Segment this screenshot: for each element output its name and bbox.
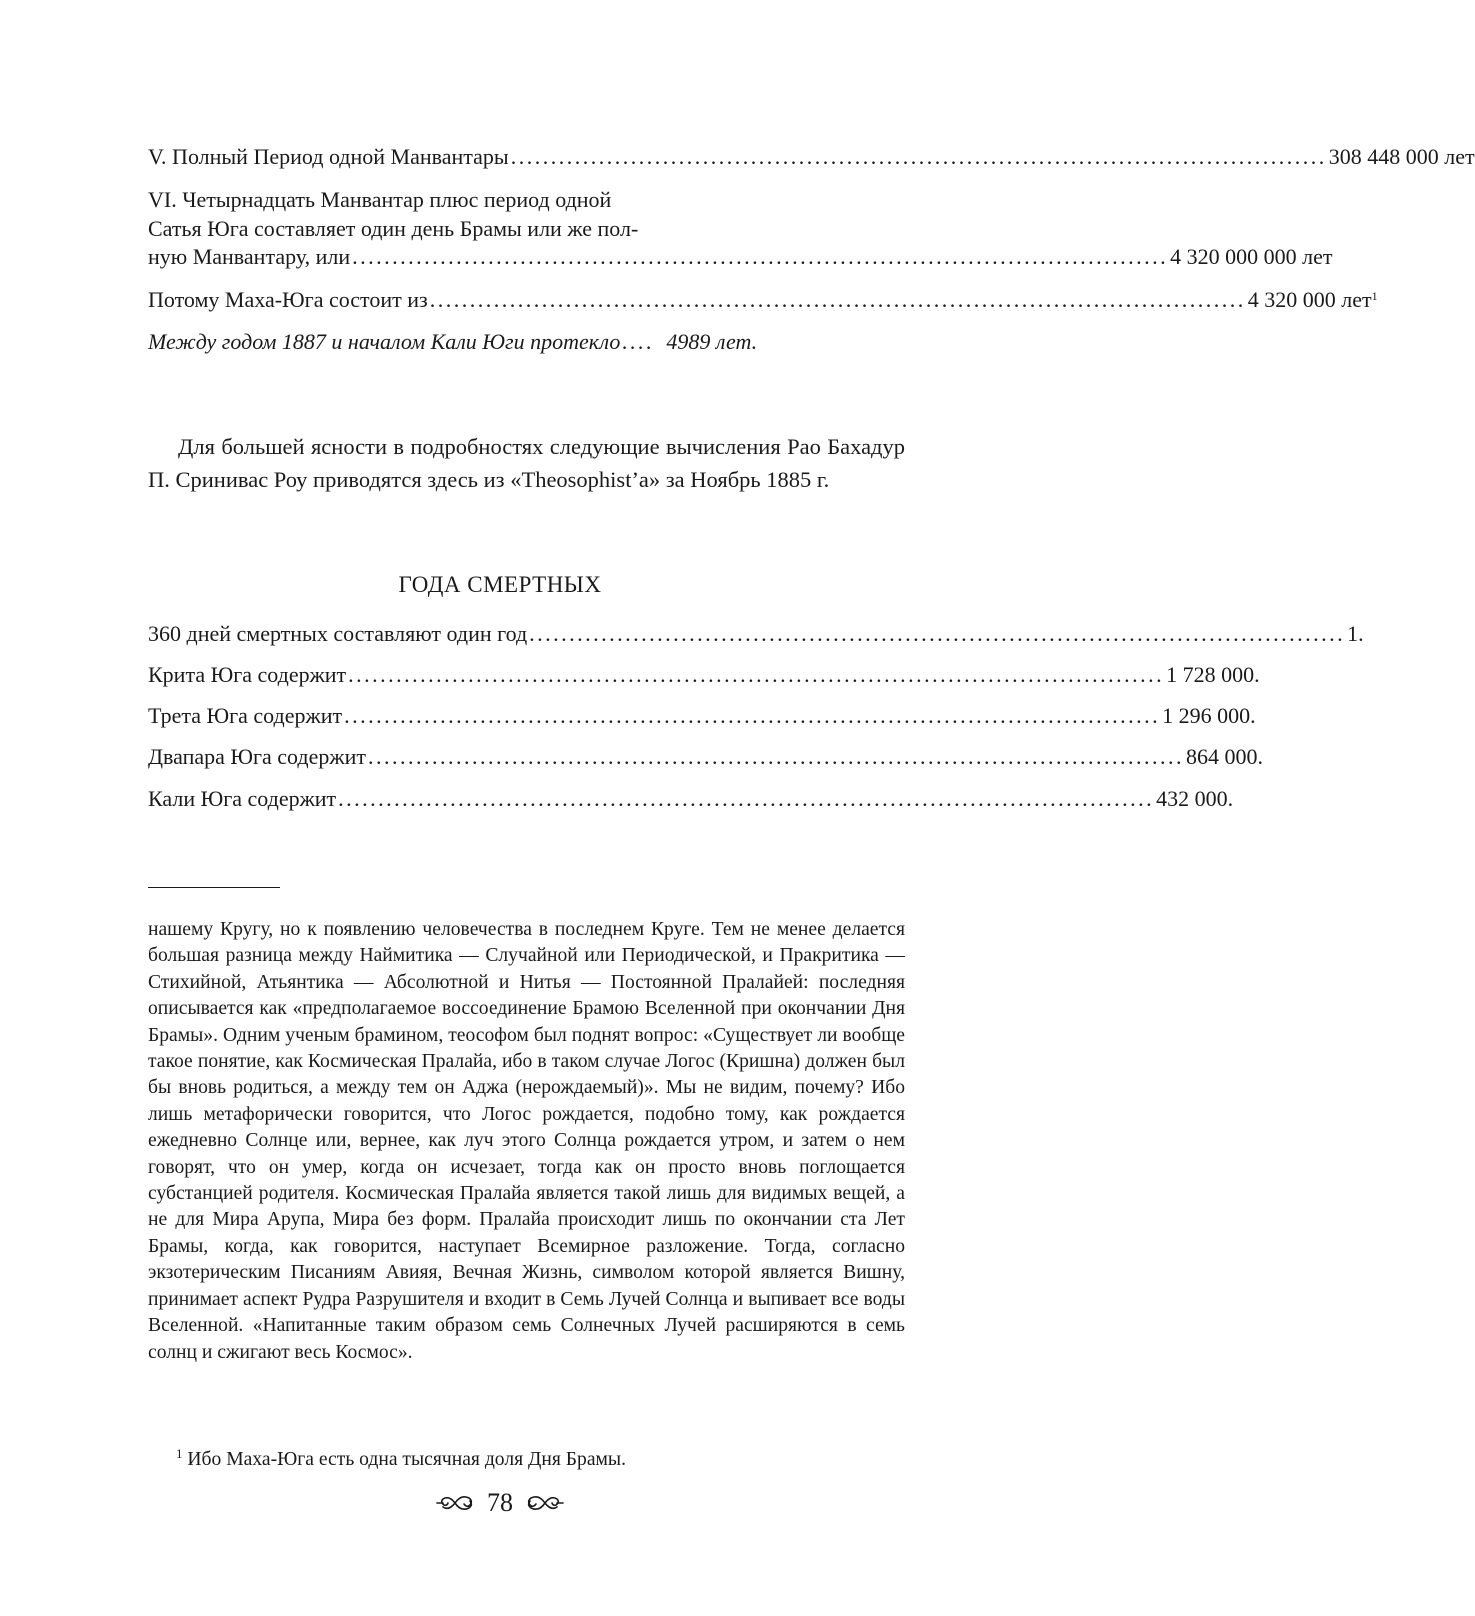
table2-row — [148, 702, 1256, 730]
footnote-continued: нашему Кругу, но к появлению человечества в последнем Круге. Тем не менее делается большая разница между Наймитика — Случайной или Периодической, и Пракритика — Стихийной, Атьянтика — Абсолютной и Нитья — Постоянной Пралайей: последняя описывается как «предполагаемое воссоединение Брамою Вселенной при окончании Дня Брамы». Одним ученым брамином, теософом был поднят вопрос: «Существует ли вообще такое понятие, как Космическая Пралайа, ибо в таком случае Логос (Кришна) должен был бы вновь родиться, а между тем он Аджа (нерождаемый)». Мы не видим, почему? Ибо лишь метафорически говорится, что Логос рождается, подобно тому, как рождается ежедневно Солнце или, вернее, как луч этого Солнца рождается утром, и затем о нем говорят, что он умер, когда он исчезает, тогда как он просто вновь поглощается субстанцией родителя. Космическая Пралайа является такой лишь для видимых вещей, а не для Мира Арупа, Мира без форм. Пралайа происходит лишь по окончании ста Лет Брамы, когда, как говорится, наступает Всемирное разложение. Тогда, согласно экзотерическим Писаниям Авияя, Вечная Жизнь, символом которой является Вишну, принимает аспект Рудра Разрушителя и входит в Семь Лучей Солнца и выпивает все воды Вселенной. «Напитанные таким образом семь Солнечных Лучей расширяются в семь солнц и сжигают весь Космос». — [148, 919, 905, 1363]
page-number: 78 — [487, 1488, 513, 1517]
row-label: Трета Юга содержит — [148, 703, 343, 728]
table1-row-v — [148, 143, 1475, 171]
dot-leader: ...................................................................................................... — [367, 744, 1184, 769]
table1-row-kali-yuga-elapsed — [148, 328, 768, 356]
row-value: 1 296 000. — [1162, 703, 1256, 728]
body-paragraph: Для большей ясности в подробностях следующие вычисления Рао Бахадур П. Сринивас Роу приводятся здесь из «Theosophist’a» за Ноябрь 1885 г. — [148, 434, 905, 492]
row-label: ную Манвантару, или — [148, 244, 351, 269]
dot-leader: ...................................................................................................... — [352, 244, 1169, 269]
row-label: Двапара Юга содержит — [148, 744, 366, 769]
footnote-ref: 1 — [1371, 289, 1378, 303]
table2-row — [148, 661, 1260, 689]
footnote-separator — [148, 887, 280, 888]
table1-row-vi-line2: Сатья Юга составляет один день Брамы или же пол- — [148, 216, 639, 241]
row-label: Между годом 1887 и началом Кали Юги протекло — [148, 329, 621, 354]
row-value: 1 728 000. — [1166, 662, 1260, 687]
dot-leader: .... — [622, 329, 655, 354]
table1-row-maha-yuga — [148, 286, 1378, 314]
dot-leader: ...................................................................................................... — [510, 144, 1327, 169]
row-label: Крита Юга содержит — [148, 662, 347, 687]
table2-row — [148, 620, 1364, 648]
table1-row-vi-line1: VI. Четырнадцать Манвантар плюс период одной — [148, 187, 612, 212]
dot-leader: ...................................................................................................... — [429, 287, 1246, 312]
row-value: 864 000. — [1185, 744, 1263, 769]
dot-leader: ...................................................................................................... — [338, 786, 1155, 811]
dot-leader: ...................................................................................................... — [529, 621, 1346, 646]
page-folio — [0, 1488, 1000, 1518]
footnote-1 — [148, 1447, 905, 1473]
dot-leader: ...................................................................................................... — [344, 703, 1161, 728]
section-heading: ГОДА СМЕРТНЫХ — [398, 572, 602, 597]
footnote-mark: 1 — [176, 1446, 183, 1461]
row-label: 360 дней смертных составляют один год — [148, 621, 528, 646]
table2-row — [148, 785, 1234, 813]
footnote-text: Ибо Маха-Юга есть одна тысячная доля Дня Брамы. — [187, 1449, 626, 1470]
row-value: 4 320 000 лет$^1$ — [1247, 287, 1378, 312]
row-label: Потому Маха-Юга состоит из — [148, 287, 428, 312]
row-value: 4 320 000 000 лет — [1170, 244, 1333, 269]
row-value: 308 448 000 лет — [1328, 144, 1475, 169]
row-value: 4989 лет. — [666, 329, 758, 354]
row-value: 432 000. — [1156, 786, 1234, 811]
row-label: V. Полный Период одной Манвантары — [148, 144, 509, 169]
ornament-right-icon — [525, 1488, 565, 1518]
table2-row — [148, 743, 1263, 771]
table1-row-vi — [148, 243, 1333, 271]
row-value: 1. — [1347, 621, 1364, 646]
row-label: Кали Юга содержит — [148, 786, 337, 811]
dot-leader: ...................................................................................................... — [348, 662, 1165, 687]
ornament-left-icon — [435, 1488, 475, 1518]
